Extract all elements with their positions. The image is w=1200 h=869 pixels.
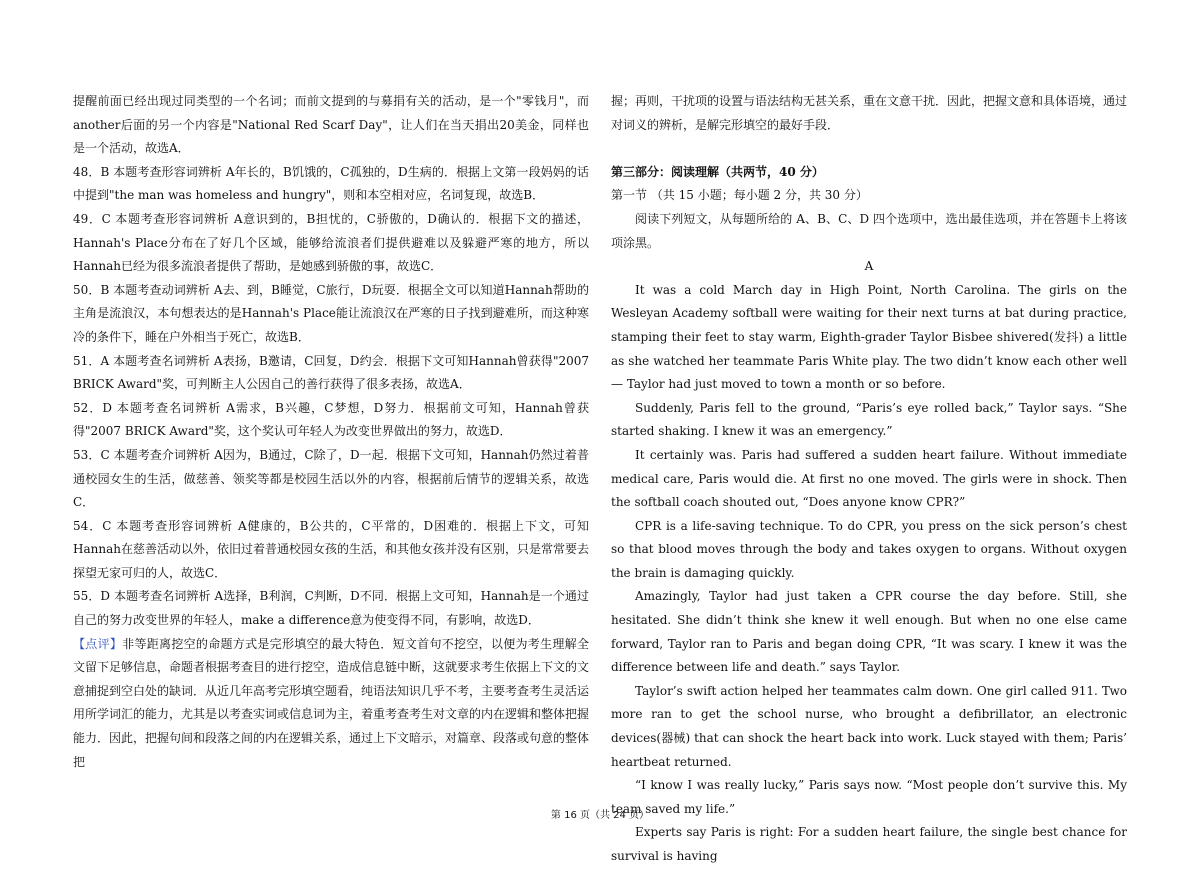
answer-55: 55．D 本题考查名词辨析 A选择，B利润，C判断，D不同．根据上文可知，Hannah是一个通过自己的努力改变世界的年轻人，make a difference意为使变得不同，有影响，故选D． [73,589,589,628]
answer-48: 48．B 本题考查形容词辨析 A年长的，B饥饿的，C孤独的，D生病的．根据上文第一段妈妈的话中提到"the man was homeless and hungry"，则和本空相对应，名词复现，故选B． [73,164,589,203]
answer-53: 53．C 本题考查介词辨析 A因为，B通过，C除了，D一起．根据下文可知，Hannah仍然过着普通校园女生的生活，做慈善、领奖等都是校园生活以外的内容，根据前后情节的逻辑关系，故选C． [73,447,589,510]
section-title: 第三部分：阅读理解（共两节，40 分） [611,164,824,179]
passage-paragraph: Suddenly, Paris fell to the ground, “Paris’s eye rolled back,” Taylor says. “She started shaking. I knew it was an emergency.” [611,400,1127,439]
answer-54: 54．C 本题考查形容词辨析 A健康的，B公共的，C平常的，D困难的．根据上下文，可知Hannah在慈善活动以外，依旧过着普通校园女孩的生活，和其他女孩并没有区别，只是常常要去探望无家可归的人，故选C． [73,518,589,580]
page-number: 第 16 页（共 24 页） [550,810,650,821]
spacer [611,137,1127,161]
right-column [611,90,1127,869]
passage-paragraph: It certainly was. Paris had suffered a sudden heart failure. Without immediate medical care, Paris would die. At first no one moved. The girls were in shock. Then the softball coach shouted out, “Does anyone know CPR?” [611,447,1127,510]
comment-tag: 【点评】 [73,636,123,651]
passage-paragraph: Taylor’s swift action helped her teammates calm down. One girl called 911. Two more ran to get the school nurse, who brought a defibrillator, an electronic devices(器械) that can shock the heart back into work. Luck stayed with them; Paris’ heartbeat returned. [611,683,1127,769]
comment-text: 非等距离挖空的命题方式是完形填空的最大特色．短文首句不挖空，以便为考生理解全文留下足够信息，命题者根据考查目的进行挖空，造成信息链中断，这就要求考生依据上下文的文意捕捉到空白处的缺词．从近几年高考完形填空题看，纯语法知识几乎不考，主要考查考生灵活运用所学词汇的能力，尤其是以考查实词或信息词为主，着重考查考生对文章的内在逻辑和整体把握能力．因此，把握句间和段落之间的内在逻辑关系，通过上下文暗示，对篇章、段落或句意的整体把 [73,636,590,769]
comment-paragraph [73,633,589,775]
passage-paragraph: Amazingly, Taylor had just taken a CPR course the day before. Still, she hesitated. She didn’t think she knew it well enough. But when no one else came forward, Taylor ran to Paris and began doing CPR, “It was scary. I knew it was the difference between life and death.” says Taylor. [611,589,1127,675]
answer-49: 49．C 本题考查形容词辨析 A意识到的，B担忧的，C骄傲的，D确认的．根据下文的描述，Hannah's Place分布在了好几个区域，能够给流浪者们提供避难以及躲避严寒的地方，所以Hannah已经为很多流浪者提供了帮助，是她感到骄傲的事，故选C． [73,211,589,274]
subsection-title: 第一节 （共 15 小题；每小题 2 分，共 30 分） [611,188,868,203]
answer-52: 52．D 本题考查名词辨析 A需求，B兴趣，C梦想，D努力．根据前文可知，Hannah曾获得"2007 BRICK Award"奖，这个奖认可年轻人为改变世界做出的努力，故选D． [73,400,589,439]
left-column [73,90,589,774]
instructions: 阅读下列短文，从每题所给的 A、B、C、D 四个选项中，选出最佳选项，并在答题卡上将该项涂黑。 [611,211,1127,250]
passage-paragraph: Experts say Paris is right: For a sudden heart failure, the single best chance for survival is having [611,825,1127,863]
paragraph: 提醒前面已经出现过同类型的一个名词；而前文提到的与募捐有关的活动，是一个"零钱月"，而another后面的另一个内容是"National Red Scarf Day"，让人们在当天捐出20美金，同样也是一个活动，故选A． [73,94,589,156]
comment-continuation: 握；再则，干扰项的设置与语法结构无甚关系，重在文意干扰．因此，把握文意和具体语境，通过对词义的辨析，是解完形填空的最好手段． [611,94,1128,132]
answer-50: 50．B 本题考查动词辨析 A去、到，B睡觉，C旅行，D玩耍．根据全文可以知道Hannah帮助的主角是流浪汉，本句想表达的是Hannah's Place能让流浪汉在严寒的日子找到避难所，而这种寒冷的条件下，睡在户外相当于死亡，故选B． [73,282,589,344]
answer-51: 51．A 本题考查名词辨析 A表扬，B邀请，C回复，D约会．根据下文可知Hannah曾获得"2007 BRICK Award"奖，可判断主人公因自己的善行获得了很多表扬，故选A． [73,353,589,392]
passage-paragraph: CPR is a life-saving technique. To do CPR, you press on the sick person’s chest so that blood moves through the body and takes oxygen to organs. Without oxygen the brain is damaging quickly. [611,518,1127,580]
passage-label: A [864,259,874,274]
passage-paragraph: “I know I was really lucky,” Paris says now. “Most people don’t survive this. My team saved my life.” [611,778,1127,816]
passage-paragraph: It was a cold March day in High Point, North Carolina. The girls on the Wesleyan Academy softball were waiting for their next turns at bat during practice, stamping their feet to stay warm, Eighth-grader Taylor Bisbee shivered(发抖) a little as she watched her teammate Paris White play. The two didn’t know each other well — Taylor had just moved to town a month or so before. [611,282,1127,392]
